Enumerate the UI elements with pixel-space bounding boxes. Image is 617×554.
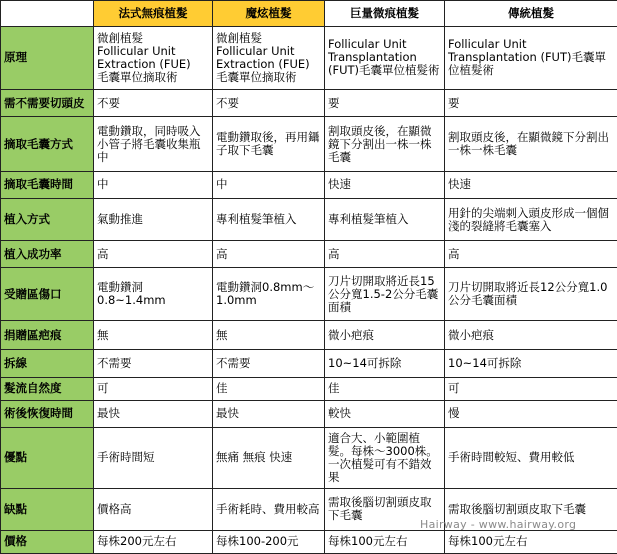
table-row (1, 117, 617, 172)
table-cell: 高 (325, 241, 445, 268)
header-french-scarless: 法式無痕植髮 (94, 1, 213, 27)
table-row (1, 241, 617, 268)
table-cell: 高 (213, 241, 325, 268)
table-cell (94, 27, 213, 90)
table-cell: 可 (445, 377, 617, 400)
table-cell: 快速 (445, 171, 617, 198)
table-cell: 最快 (213, 400, 325, 427)
row-label: 原理 (1, 27, 94, 90)
table-cell: 中 (213, 171, 325, 198)
row-label: 摘取毛囊方式 (1, 117, 94, 172)
table-cell: 不需要 (94, 350, 213, 377)
table-row (1, 530, 617, 553)
table-cell: 專利植髮筆植入 (213, 199, 325, 241)
cell-text: Follicular Unit Transplantation (FUT)毛囊單 位植髮術 (448, 37, 606, 78)
row-label: 優點 (1, 427, 94, 488)
row-label: 植入方式 (1, 199, 94, 241)
table-cell: 無 (213, 320, 325, 349)
table-cell: 每株100元左右 (325, 530, 445, 553)
table-cell: 電動鑽取後，再用鑷子取下毛囊 (213, 117, 325, 172)
row-label: 植入成功率 (1, 241, 94, 268)
table-row (1, 89, 617, 116)
table-cell (325, 27, 445, 90)
table-cell: 價格高 (94, 488, 213, 530)
table-cell: 要 (325, 89, 445, 116)
table-cell (94, 268, 213, 320)
row-label: 摘取毛囊時間 (1, 171, 94, 198)
table-row (1, 427, 617, 488)
table-cell: 手術耗時、費用較高 (213, 488, 325, 530)
table-cell (213, 27, 325, 90)
table-row (1, 199, 617, 241)
table-cell: 每株200元左右 (94, 530, 213, 553)
table-cell: 不需要 (213, 350, 325, 377)
table-cell: 高 (445, 241, 617, 268)
table-cell: 每株100-200元 (213, 530, 325, 553)
table-cell: 割取頭皮後，在顯微鏡下分割出一株一株毛囊 (445, 117, 617, 172)
row-label: 受贈區傷口 (1, 268, 94, 320)
table-cell: 電動鑽取，同時吸入小管子將毛囊收集瓶中 (94, 117, 213, 172)
table-cell: 電動鑽洞0.8mm～1.0mm (213, 268, 325, 320)
row-label: 捐贈區疤痕 (1, 320, 94, 349)
table-cell (445, 27, 617, 90)
table-cell: 可 (94, 377, 213, 400)
table-cell: 中 (94, 171, 213, 198)
table-cell: 手術時間較短、費用較低 (445, 427, 617, 488)
header-traditional: 傳統植髮 (445, 1, 617, 27)
table-row (1, 171, 617, 198)
header-corner-cell (1, 1, 94, 27)
table-cell: 佳 (325, 377, 445, 400)
cell-text: 電動鑽洞 0.8~1.4mm (97, 280, 166, 308)
header-magic-hair: 魔炫植髮 (213, 1, 325, 27)
table-cell: 佳 (213, 377, 325, 400)
table-cell: 無痛 無痕 快速 (213, 427, 325, 488)
watermark-text: Hairway - www.hairway.org (420, 518, 577, 531)
table-cell: 不要 (94, 89, 213, 116)
table-cell: 割取頭皮後，在顯微鏡下分割出一株一株毛囊 (325, 117, 445, 172)
table-cell: 微小疤痕 (325, 320, 445, 349)
table-cell: 高 (94, 241, 213, 268)
table-cell: 快速 (325, 171, 445, 198)
table-row (1, 268, 617, 320)
row-label: 髮流自然度 (1, 377, 94, 400)
table-cell: 需取後腦切割頭皮取下毛囊 (325, 488, 445, 530)
table-row (1, 320, 617, 349)
table-row (1, 377, 617, 400)
table-cell: 10~14可拆除 (445, 350, 617, 377)
table-cell: 不要 (213, 89, 325, 116)
table-cell: 專利植髮筆植入 (325, 199, 445, 241)
table-cell: 無 (94, 320, 213, 349)
table-cell: 氣動推進 (94, 199, 213, 241)
table-row (1, 350, 617, 377)
table-cell: 要 (445, 89, 617, 116)
table-cell: 每株100元左右 (445, 530, 617, 553)
table-cell: 微小疤痕 (445, 320, 617, 349)
table-cell: 較快 (325, 400, 445, 427)
table-cell: 手術時間短 (94, 427, 213, 488)
table-cell: 慢 (445, 400, 617, 427)
header-row (1, 1, 617, 27)
cell-text: 微創植髮 Follicular Unit Extraction (FUE) 毛囊單位摘取術 (97, 30, 191, 84)
table-cell: 適合大、小範圍植髮。每株～3000株。一次植髮可有不錯效果 (325, 427, 445, 488)
cell-text: 微創植髮 Follicular Unit Extraction (FUE) 毛囊單位摘取術 (216, 30, 310, 84)
table-row (1, 27, 617, 90)
cell-text: Follicular Unit Transplantation (FUT)毛囊單位植髮術 (328, 37, 440, 78)
row-label: 拆線 (1, 350, 94, 377)
table-row (1, 400, 617, 427)
table-cell: 10~14可拆除 (325, 350, 445, 377)
header-mega-micro-scar: 巨量微痕植髮 (325, 1, 445, 27)
table-cell: 最快 (94, 400, 213, 427)
table-cell: 用針的尖端刺入頭皮形成一個個淺的裂縫將毛囊塞入 (445, 199, 617, 241)
table-cell: 刀片切開取將近長15公分寬1.5-2公分毛囊面積 (325, 268, 445, 320)
row-label: 價格 (1, 530, 94, 553)
table-cell: 刀片切開取將近長12公分寬1.0公分毛囊面積 (445, 268, 617, 320)
row-label: 術後恢復時間 (1, 400, 94, 427)
row-label: 需不需要切頭皮 (1, 89, 94, 116)
table-cell: 需取後腦切割頭皮取下毛囊 (445, 488, 617, 530)
row-label: 缺點 (1, 488, 94, 530)
